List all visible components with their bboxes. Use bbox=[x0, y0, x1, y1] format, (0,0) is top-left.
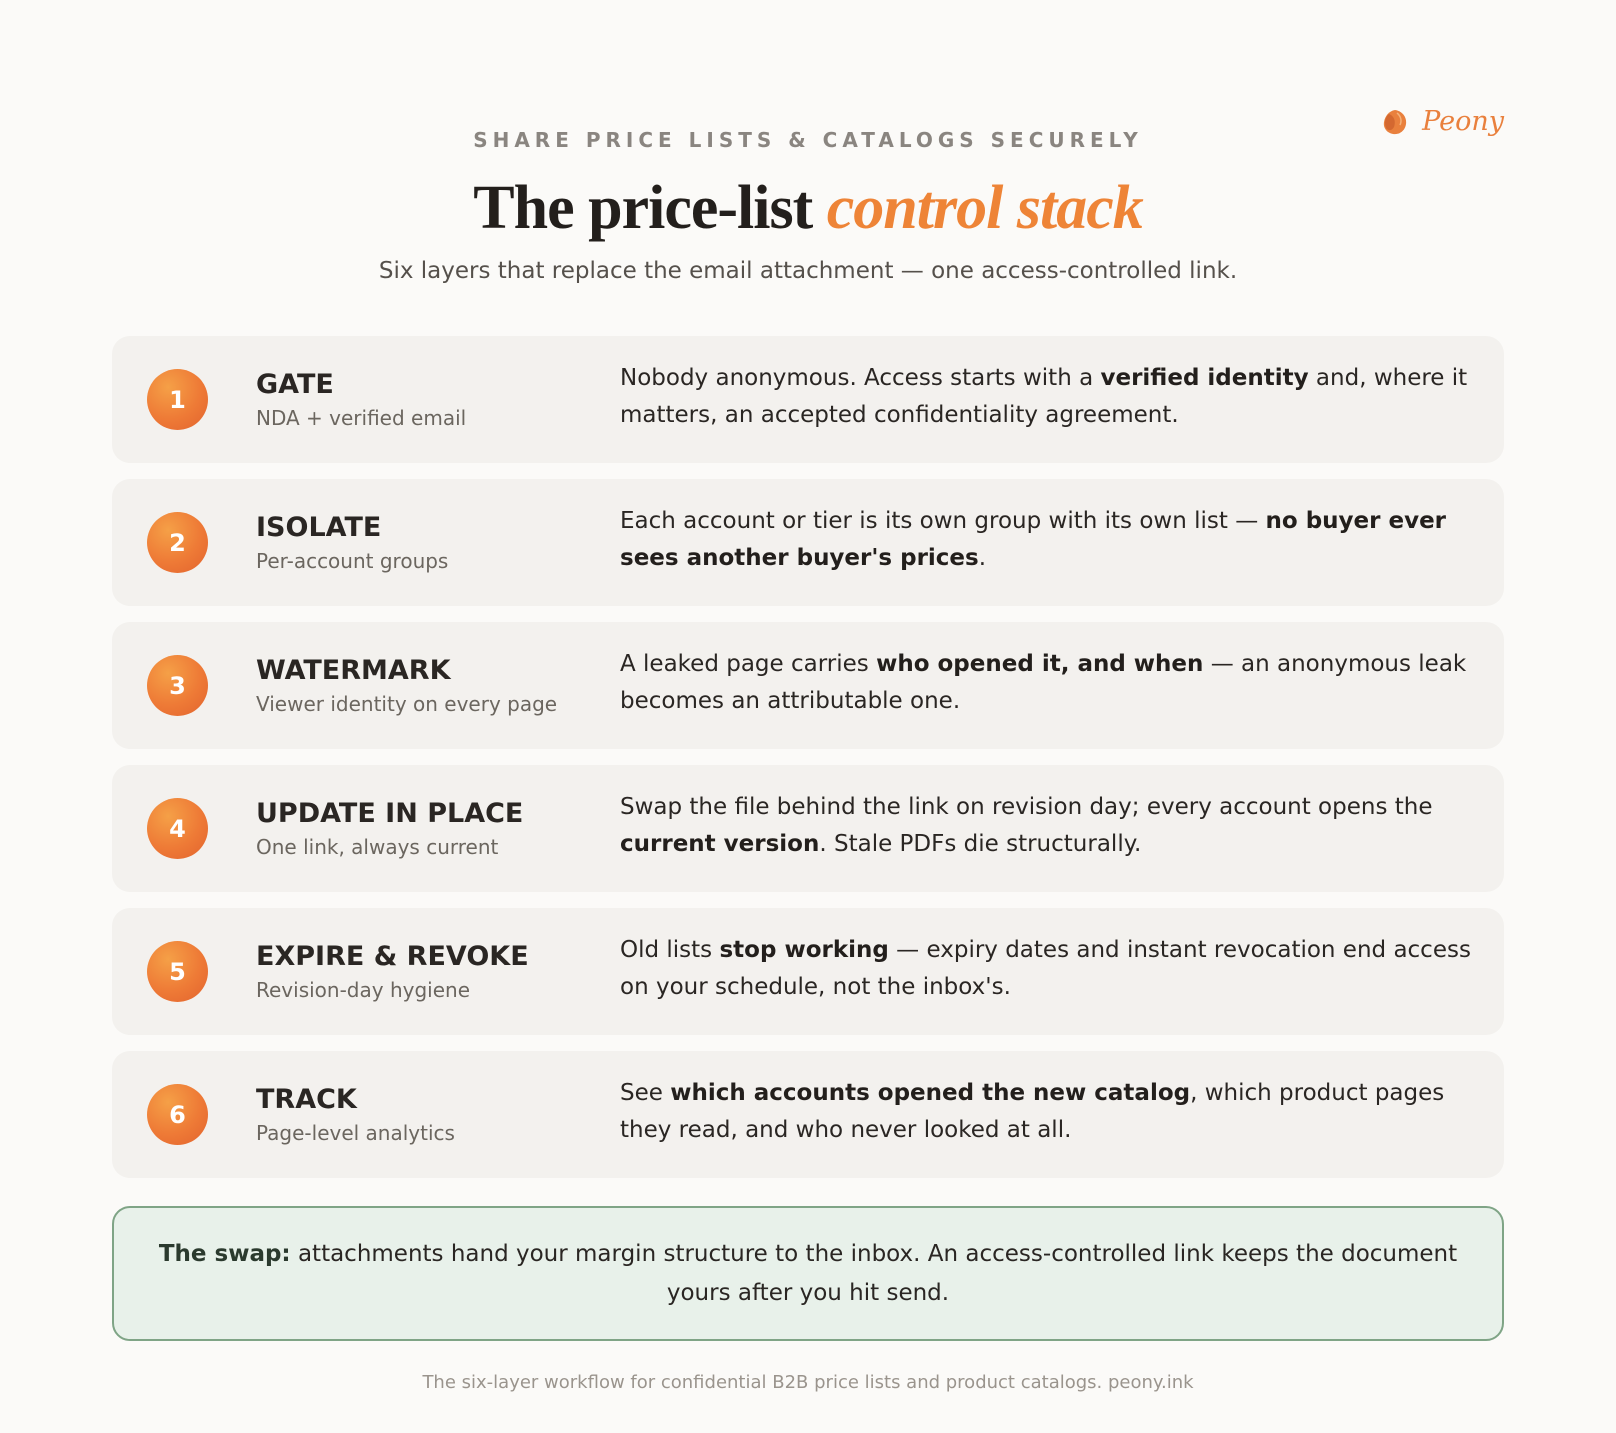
layer-heading bbox=[256, 797, 596, 859]
desc-segment: — an anonymous leak becomes an attributable one. bbox=[620, 651, 1467, 714]
layer-name: EXPIRE & REVOKE bbox=[256, 941, 529, 972]
desc-segment: Each account or tier is its own group with its own list — bbox=[620, 508, 1266, 534]
desc-segment: A leaked page carries bbox=[620, 651, 877, 677]
eyebrow: SHARE PRICE LISTS & CATALOGS SECURELY bbox=[473, 128, 1143, 152]
layer-description bbox=[620, 646, 1480, 720]
layer-card bbox=[112, 765, 1504, 892]
layer-number-badge: 5 bbox=[147, 941, 208, 1002]
layer-name: UPDATE IN PLACE bbox=[256, 798, 524, 829]
layer-subtitle: Per-account groups bbox=[256, 549, 449, 573]
desc-emphasis: stop working bbox=[719, 937, 889, 963]
layer-description bbox=[620, 1075, 1480, 1149]
layer-subtitle: Page-level analytics bbox=[256, 1121, 455, 1145]
layer-description bbox=[620, 932, 1480, 1006]
layer-number-badge: 6 bbox=[147, 1084, 208, 1145]
desc-segment: Old lists bbox=[620, 937, 720, 963]
brand-name: Peony bbox=[1422, 106, 1504, 137]
desc-segment: , which product pages they read, and who never looked at all. bbox=[620, 1080, 1445, 1143]
desc-emphasis: no buyer ever sees another buyer's prices bbox=[620, 508, 1447, 571]
desc-segment: and, where it matters, an accepted confidentiality agreement. bbox=[620, 365, 1468, 428]
layer-heading bbox=[256, 511, 596, 573]
desc-emphasis: current version bbox=[620, 831, 820, 857]
footer-note: The six-layer workflow for confidential B2B price lists and product catalogs. peony.ink bbox=[422, 1372, 1194, 1393]
desc-segment: Nobody anonymous. Access starts with a bbox=[620, 365, 1101, 391]
layer-heading bbox=[256, 940, 596, 1002]
layer-card bbox=[112, 1051, 1504, 1178]
layer-subtitle: NDA + verified email bbox=[256, 406, 467, 430]
layer-number-badge: 4 bbox=[147, 798, 208, 859]
layer-subtitle: One link, always current bbox=[256, 835, 499, 859]
desc-segment: — expiry dates and instant revocation end access on your schedule, not the inbox's. bbox=[620, 937, 1471, 1000]
desc-segment: . bbox=[978, 545, 987, 571]
desc-segment: Swap the file behind the link on revision day; every account opens the bbox=[620, 794, 1433, 820]
layer-description bbox=[620, 360, 1480, 434]
layer-card bbox=[112, 336, 1504, 463]
desc-segment: . Stale PDFs die structurally. bbox=[819, 831, 1142, 857]
desc-emphasis: who opened it, and when bbox=[876, 651, 1204, 677]
layer-number-badge: 3 bbox=[147, 655, 208, 716]
title-plain: The price-list bbox=[473, 174, 813, 242]
layer-heading bbox=[256, 368, 596, 430]
callout-body: attachments hand your margin structure to the inbox. An access-controlled link keeps the document yours after you hit send. bbox=[290, 1240, 1458, 1306]
swap-callout bbox=[112, 1206, 1504, 1341]
desc-emphasis: which accounts opened the new catalog bbox=[670, 1080, 1191, 1106]
layer-name: WATERMARK bbox=[256, 655, 451, 686]
layer-description bbox=[620, 503, 1480, 577]
layer-name: TRACK bbox=[256, 1084, 357, 1115]
page-title bbox=[0, 172, 1616, 244]
layer-card bbox=[112, 622, 1504, 749]
layer-list bbox=[112, 336, 1504, 1194]
callout-text bbox=[154, 1235, 1462, 1313]
layer-subtitle: Revision-day hygiene bbox=[256, 978, 470, 1002]
layer-card bbox=[112, 479, 1504, 606]
title-accent: control stack bbox=[826, 174, 1143, 242]
layer-number-badge: 1 bbox=[147, 369, 208, 430]
layer-description bbox=[620, 789, 1480, 863]
desc-segment: See bbox=[620, 1080, 671, 1106]
layer-heading bbox=[256, 1083, 596, 1145]
layer-name: ISOLATE bbox=[256, 512, 382, 543]
desc-emphasis: verified identity bbox=[1100, 365, 1309, 391]
layer-number-badge: 2 bbox=[147, 512, 208, 573]
layer-card bbox=[112, 908, 1504, 1035]
layer-name: GATE bbox=[256, 369, 334, 400]
layer-subtitle: Viewer identity on every page bbox=[256, 692, 558, 716]
layer-heading bbox=[256, 654, 596, 716]
callout-lead: The swap: bbox=[158, 1240, 291, 1267]
subtitle: Six layers that replace the email attachment — one access-controlled link. bbox=[378, 258, 1238, 284]
